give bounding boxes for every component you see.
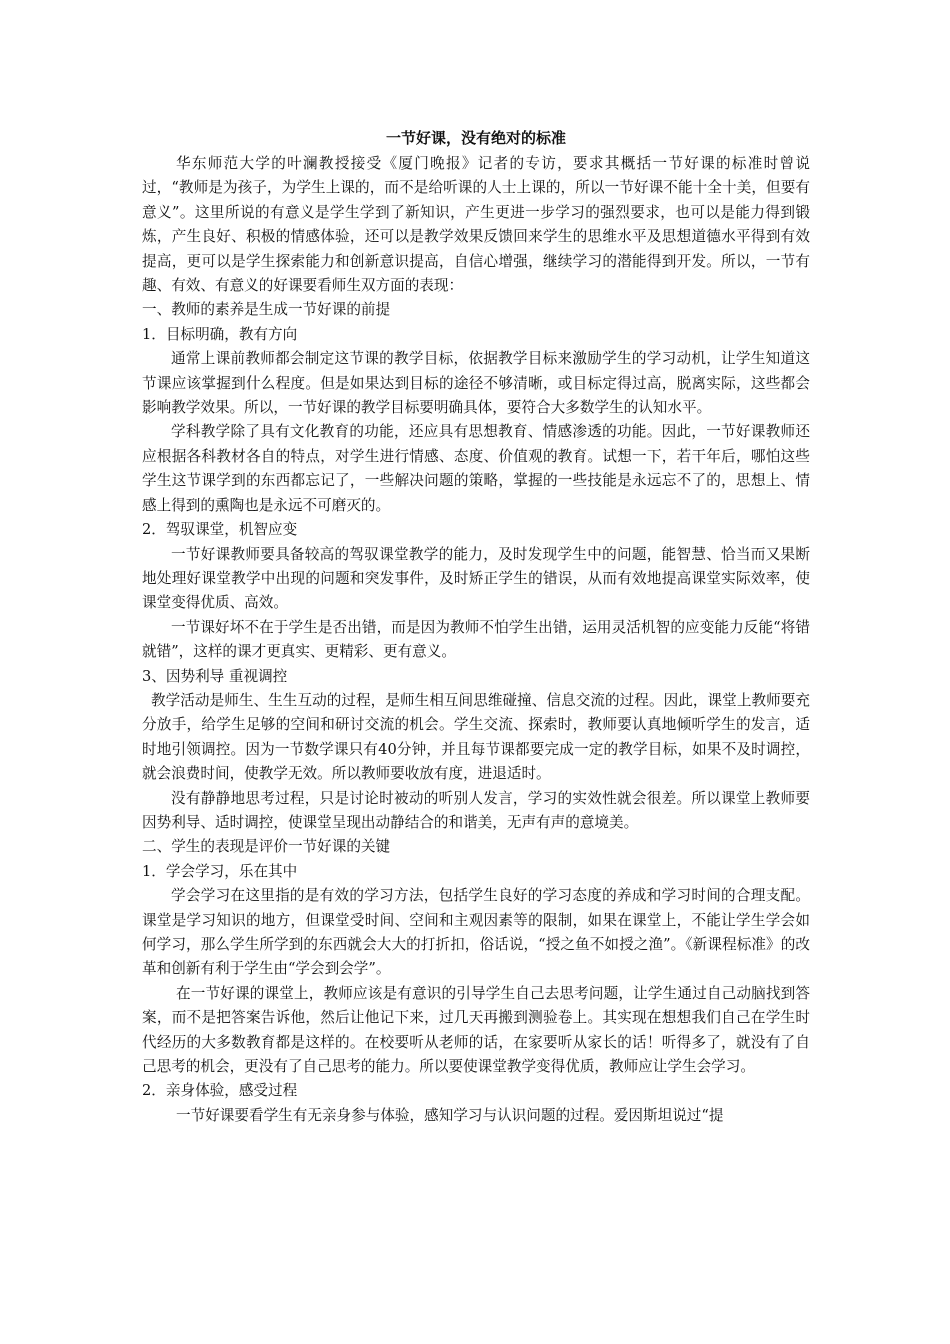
document-body [142,152,810,1128]
paragraph-intro: 华东师范大学的叶澜教授接受《厦门晚报》记者的专访，要求其概括一节好课的标准时曾说过，“教师是为孩子，为学生上课的，而不是给听课的人士上课的，所以一节好课不能十全十美，但要有意义”。这里所说的有意义是学生学到了新知识，产生更进一步学习的强烈要求，也可以是能力得到锻炼，产生良好、积极的情感体验，还可以是教学效果反馈回来学生的思维水平及思想道德水平得到有效提高，更可以是学生探索能力和创新意识提高，自信心增强，继续学习的潜能得到开发。所以，一节有趣、有效、有意义的好课要看师生双方面的表现： [142,155,810,295]
document-title: 一节好课，没有绝对的标准 [385,129,566,147]
section-heading-1: 一、教师的素养是生成一节好课的前提 [142,301,391,319]
subsection-heading-2-1: 1．学会学习，乐在其中 [142,862,298,880]
paragraph: 在一节好课的课堂上，教师应该是有意识的引导学生自己去思考问题，让学生通过自己动脑找到答案，而不是把答案告诉他，然后让他记下来，过几天再搬到测验卷上。其实现在想想我们自己在学生时代经历的大多数教育都是这样的。在校要听从老师的话，在家要听从家长的话！听得多了，就没有了自己思考的机会，更没有了自己思考的能力。所以要使课堂教学变得优质，教师应让学生会学习。 [142,984,810,1076]
paragraph: 教学活动是师生、生生互动的过程，是师生相互间思维碰撞、信息交流的过程。因此，课堂上教师要充分放手，给学生足够的空间和研讨交流的机会。学生交流、探索时，教师要认真地倾听学生的发言，适时地引领调控。因为一节数学课只有40分钟，并且每节课都要完成一定的教学目标，如果不及时调控，就会浪费时间，使教学无效。所以教师要收放有度，进退适时。 [142,691,810,783]
subsection-heading-1-3: 3、因势利导 重视调控 [142,667,288,685]
paragraph: 学科教学除了具有文化教育的功能，还应具有思想教育、情感渗透的功能。因此，一节好课教师还应根据各科教材各自的特点，对学生进行情感、态度、价值观的教育。试想一下，若干年后，哪怕这些学生这节课学到的东西都忘记了，一些解决问题的策略，掌握的一些技能是永远忘不了的，思想上、情感上得到的熏陶也是永远不可磨灭的。 [142,423,810,514]
document-page [142,126,810,1128]
subsection-heading-1-2: 2．驾驭课堂，机智应变 [142,521,298,539]
section-heading-2: 二、学生的表现是评价一节好课的关键 [142,838,391,856]
subsection-heading-2-2: 2．亲身体验，感受过程 [142,1082,298,1100]
paragraph: 没有静静地思考过程，只是讨论时被动的听别人发言，学习的实效性就会很差。所以课堂上教师要因势利导、适时调控，使课堂呈现出动静结合的和谐美，无声有声的意境美。 [142,789,810,831]
paragraph: 一节课好坏不在于学生是否出错，而是因为教师不怕学生出错，运用灵活机智的应变能力反能“将错就错”，这样的课才更真实、更精彩、更有意义。 [142,618,810,661]
paragraph: 一节好课教师要具备较高的驾驭课堂教学的能力，及时发现学生中的问题，能智慧、恰当而又果断地处理好课堂教学中出现的问题和突发事件，及时矫正学生的错误，从而有效地提高课堂实际效率，使课堂变得优质、高效。 [142,545,810,612]
subsection-heading-1-1: 1．目标明确，教有方向 [142,325,298,343]
paragraph: 一节好课要看学生有无亲身参与体验，感知学习与认识问题的过程。爱因斯坦说过“提 [176,1106,724,1124]
paragraph: 学会学习在这里指的是有效的学习方法，包括学生良好的学习态度的养成和学习时间的合理支配。课堂是学习知识的地方，但课堂受时间、空间和主观因素等的限制，如果在课堂上，不能让学生学会如何学习，那么学生所学到的东西就会大大的打折扣，俗话说，“授之鱼不如授之渔”。《新课程标准》的改革和创新有利于学生由“学会到会学”。 [142,887,810,978]
paragraph: 通常上课前教师都会制定这节课的教学目标，依据教学目标来激励学生的学习动机，让学生知道这节课应该掌握到什么程度。但是如果达到目标的途径不够清晰，或目标定得过高，脱离实际，这些都会影响教学效果。所以，一节好课的教学目标要明确具体，要符合大多数学生的认知水平。 [142,350,810,417]
